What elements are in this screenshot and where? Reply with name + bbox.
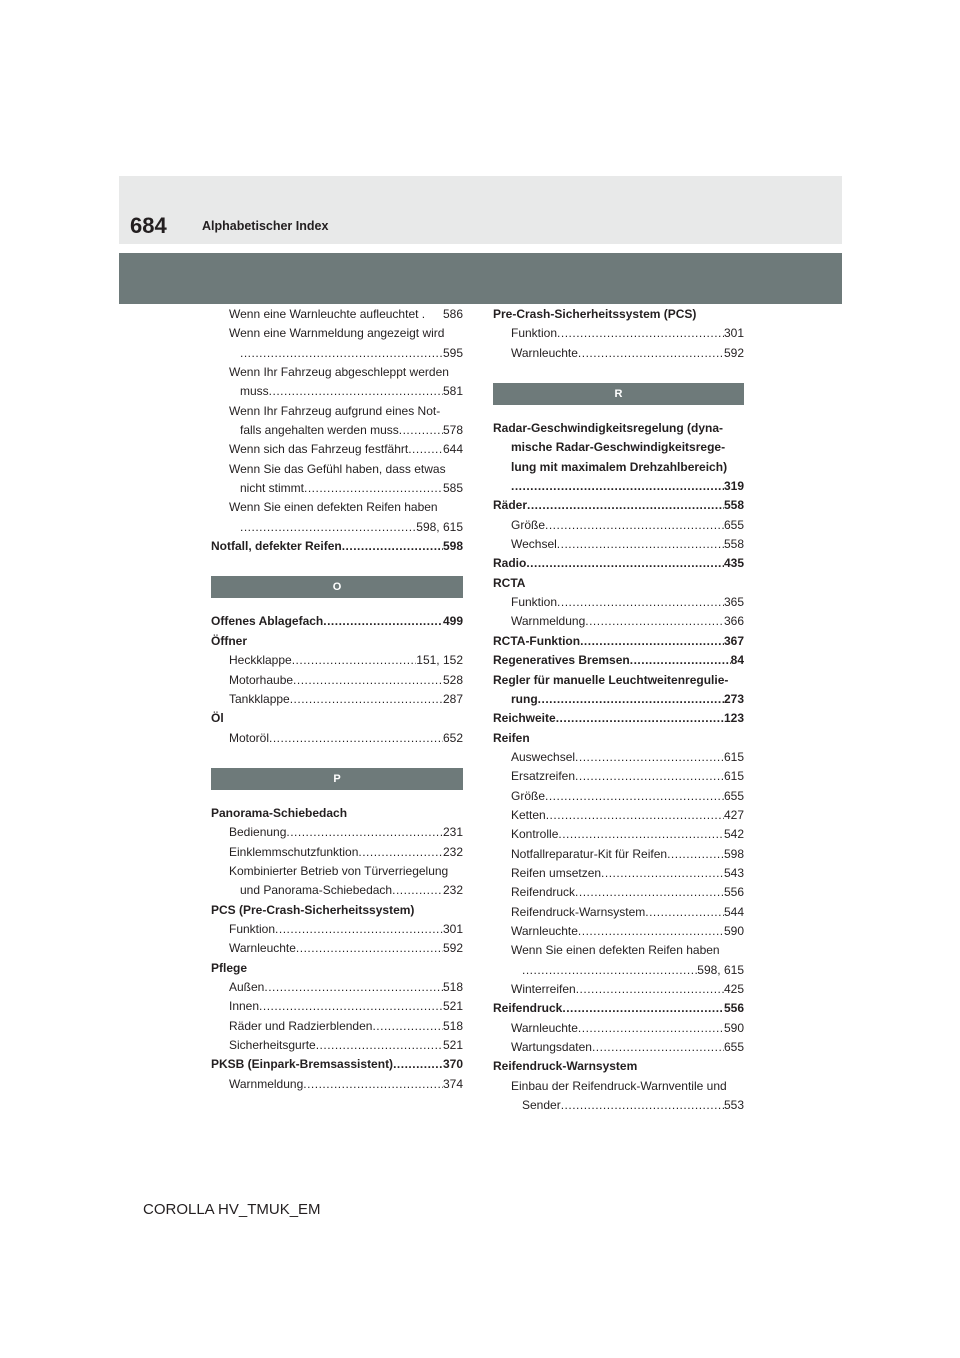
- entry-page-ref: 84: [730, 653, 744, 668]
- header-bar: [119, 253, 842, 304]
- dot-leader: [630, 651, 731, 670]
- entry-term: Innen: [229, 999, 260, 1014]
- entry-term: Öffner: [211, 633, 247, 648]
- index-entry: [211, 440, 463, 459]
- entry-page-ref: 301: [723, 326, 744, 341]
- index-entry: [211, 537, 463, 556]
- dot-leader: [557, 324, 724, 343]
- entry-page-ref: 232: [442, 844, 463, 859]
- dot-leader: [585, 612, 724, 631]
- section-p-entries: [211, 804, 463, 1094]
- dot-leader: [546, 806, 724, 825]
- entry-page-ref: 231: [442, 825, 463, 840]
- entry-term: Tankklappe: [229, 691, 290, 706]
- entry-page-ref: 585: [442, 481, 463, 496]
- entry-term: Wenn Sie das Gefühl haben, dass etwas: [229, 461, 446, 476]
- entry-page-ref: 528: [442, 672, 463, 687]
- entry-page-ref: 590: [723, 923, 744, 938]
- index-entry: [493, 864, 744, 883]
- index-entry: [211, 402, 463, 421]
- index-entry: [493, 767, 744, 786]
- entry-term: Heckklappe: [229, 653, 292, 668]
- entry-page-ref: 370: [442, 1057, 463, 1072]
- entry-page-ref: 499: [442, 614, 463, 629]
- index-entry: [211, 978, 463, 997]
- entry-page-ref: 652: [442, 730, 463, 745]
- index-entry: [493, 496, 744, 515]
- dot-leader: [293, 671, 443, 690]
- entry-page-ref: 595: [442, 345, 463, 360]
- entry-term: Winterreifen: [511, 982, 576, 996]
- index-entry: [211, 881, 463, 900]
- index-entry: [211, 997, 463, 1016]
- entry-page-ref: 374: [442, 1076, 463, 1091]
- entry-term: Wartungsdaten: [511, 1040, 592, 1055]
- entry-term: Radar-Geschwindigkeitsregelung (dyna-: [493, 421, 724, 436]
- entry-term: Reichweite: [493, 711, 556, 726]
- entry-term: Einbau der Reifendruck-Warnventile und: [511, 1078, 727, 1093]
- index-entry: [211, 901, 463, 920]
- entry-page-ref: 518: [442, 1018, 463, 1033]
- entry-term: Öl: [211, 711, 224, 726]
- entry-term: Warnmeldung: [511, 614, 586, 629]
- entry-term: Offenes Ablagefach: [211, 614, 324, 629]
- entry-term: Warnleuchte: [229, 941, 296, 956]
- entry-page-ref: 592: [442, 941, 463, 956]
- entry-term: Sicherheitsgurte: [229, 1038, 316, 1052]
- index-entry: [211, 305, 463, 324]
- entry-term: Motoröl: [229, 730, 270, 745]
- entry-page-ref: 518: [442, 979, 463, 994]
- entry-page-ref: 615: [723, 769, 744, 784]
- dot-leader: [556, 709, 724, 728]
- index-entry: [211, 804, 463, 823]
- index-entry: [211, 460, 463, 479]
- index-entry: [493, 941, 744, 960]
- dot-leader: [545, 516, 724, 535]
- index-entry: [211, 1036, 463, 1055]
- dot-leader: [275, 920, 443, 939]
- entry-term: Reifendruck-Warnsystem: [511, 904, 646, 919]
- dot-leader: [522, 961, 697, 980]
- index-entry: [493, 980, 744, 999]
- index-entry: [493, 324, 744, 343]
- entry-page-ref: 319: [723, 479, 744, 494]
- entry-term: Pre-Crash-Sicherheitssystem (PCS): [493, 307, 697, 321]
- index-entry: [211, 690, 463, 709]
- entry-term: Reifendruck-Warnsystem: [493, 1059, 638, 1074]
- dot-leader: [264, 978, 443, 997]
- index-entry: [211, 862, 463, 881]
- entry-term: Kombinierter Betrieb von Türverriegelung: [229, 863, 449, 878]
- left-top-entries: [211, 305, 463, 556]
- entry-term: RCTA-Funktion: [493, 633, 581, 648]
- entry-term: Funktion: [229, 921, 276, 936]
- entry-term: Notfall, defekter Reifen: [211, 539, 342, 554]
- dot-leader: [667, 845, 724, 864]
- entry-term: Funktion: [511, 326, 558, 341]
- index-entry: [493, 535, 744, 554]
- index-entry: [211, 324, 463, 343]
- index-entry: [493, 438, 744, 457]
- entry-term: Regeneratives Bremsen: [493, 653, 630, 668]
- entry-page-ref: 655: [723, 517, 744, 532]
- index-entry: [211, 709, 463, 728]
- dot-leader: [575, 748, 724, 767]
- section-r-entries: [493, 419, 744, 1115]
- dot-leader: [269, 382, 443, 401]
- index-entry: [211, 651, 463, 670]
- index-entry: [493, 344, 744, 363]
- entry-term: mische Radar-Geschwindigkeitsrege-: [511, 440, 726, 455]
- dot-leader: [576, 980, 724, 999]
- index-entry: [211, 939, 463, 958]
- dot-leader: [557, 535, 724, 554]
- index-entry: [211, 498, 463, 517]
- dot-leader: [292, 651, 417, 670]
- index-entry: [211, 612, 463, 631]
- entry-page-ref: 644: [442, 442, 463, 457]
- index-entry: [493, 593, 744, 612]
- index-entry: [493, 1077, 744, 1096]
- right-top-entries: [493, 305, 744, 363]
- index-entry: [493, 305, 744, 324]
- index-entry: [493, 806, 744, 825]
- entry-term: muss: [240, 384, 269, 399]
- index-entry: [493, 1057, 744, 1076]
- dot-leader: [303, 1075, 443, 1094]
- dot-leader: [558, 825, 724, 844]
- dot-leader: [511, 477, 724, 496]
- entry-page-ref: 273: [723, 691, 744, 706]
- index-entry: [211, 479, 463, 498]
- entry-term: Regler für manuelle Leuchtweitenregulie-: [493, 672, 729, 687]
- dot-leader: [592, 1038, 724, 1057]
- entry-term: Einklemmschutzfunktion: [229, 844, 359, 859]
- dot-leader: [575, 883, 724, 902]
- entry-term: Kontrolle: [511, 827, 559, 842]
- entry-page-ref: 544: [723, 904, 744, 919]
- index-entry: [493, 477, 744, 496]
- dot-leader: [392, 881, 443, 900]
- index-entry: [211, 823, 463, 842]
- index-entry: [493, 825, 744, 844]
- index-entry: [211, 1017, 463, 1036]
- dot-leader: [557, 593, 724, 612]
- dot-leader: [601, 864, 724, 883]
- index-entry: [493, 845, 744, 864]
- index-entry: [493, 748, 744, 767]
- entry-page-ref: 425: [723, 982, 744, 996]
- index-entry: [211, 1075, 463, 1094]
- index-entry: [493, 419, 744, 438]
- entry-term: Bedienung: [229, 825, 287, 840]
- index-entry: [493, 1038, 744, 1057]
- entry-term: Warnmeldung: [229, 1076, 304, 1091]
- entry-page-ref: 366: [723, 614, 744, 629]
- entry-page-ref: 578: [442, 423, 463, 438]
- index-entry: [493, 671, 744, 690]
- index-entry: [211, 363, 463, 382]
- entry-term: Reifendruck: [493, 1001, 563, 1016]
- entry-page-ref: 592: [723, 345, 744, 360]
- index-entry: [493, 961, 744, 980]
- entry-term: und Panorama-Schiebedach: [240, 883, 393, 898]
- index-entry: [211, 843, 463, 862]
- dot-leader: [358, 843, 443, 862]
- entry-term: Räder: [493, 498, 528, 513]
- index-entry: [493, 787, 744, 806]
- dot-leader: [545, 787, 724, 806]
- header-band: [119, 176, 842, 244]
- entry-term: Ersatzreifen: [511, 769, 576, 784]
- index-entry: [493, 516, 744, 535]
- index-column-left: [211, 305, 463, 1094]
- index-entry: [211, 382, 463, 401]
- entry-page-ref: 598: [723, 846, 744, 861]
- entry-term: Wenn Sie einen defekten Reifen haben: [229, 500, 438, 515]
- entry-page-ref: 232: [442, 883, 463, 898]
- index-entry: [211, 920, 463, 939]
- index-entry: [493, 651, 744, 670]
- entry-page-ref: 427: [723, 807, 744, 822]
- index-entry: [493, 1096, 744, 1115]
- entry-page-ref: 586: [442, 307, 463, 321]
- entry-term: Wenn Sie einen defekten Reifen haben: [511, 943, 720, 958]
- entry-page-ref: 521: [442, 1038, 463, 1052]
- index-entry: [211, 729, 463, 748]
- entry-term: Warnleuchte: [511, 1020, 578, 1035]
- entry-page-ref: 615: [723, 749, 744, 764]
- entry-page-ref: 123: [723, 711, 744, 726]
- index-entry: [211, 421, 463, 440]
- entry-page-ref: 553: [723, 1098, 744, 1113]
- entry-page-ref: 542: [723, 827, 744, 842]
- dot-leader: [269, 729, 443, 748]
- footer-model-code: COROLLA HV_TMUK_EM: [143, 1201, 321, 1218]
- dot-leader: [240, 518, 416, 537]
- section-letter-r: R: [493, 383, 744, 405]
- dot-leader: [562, 999, 724, 1018]
- dot-leader: [323, 612, 443, 631]
- index-entry: [493, 922, 744, 941]
- dot-leader: [578, 1019, 724, 1038]
- dot-leader: [578, 344, 724, 363]
- entry-term: rung: [511, 691, 538, 706]
- entry-term: PCS (Pre-Crash-Sicherheitssystem): [211, 902, 415, 917]
- dot-leader: [645, 903, 724, 922]
- entry-page-ref: 556: [723, 1001, 744, 1016]
- entry-page-ref: 151, 152: [416, 653, 463, 668]
- entry-term: Wechsel: [511, 537, 557, 552]
- entry-term: Sender: [522, 1098, 561, 1113]
- index-entry: [493, 458, 744, 477]
- entry-page-ref: 598, 615: [416, 519, 463, 534]
- page-number: 684: [130, 213, 167, 238]
- index-entry: [493, 729, 744, 748]
- entry-term: Pflege: [211, 960, 248, 975]
- entry-page-ref: 556: [723, 885, 744, 900]
- dot-leader: [575, 767, 724, 786]
- entry-term: Wenn eine Warnleuchte aufleuchtet .: [229, 307, 426, 321]
- entry-page-ref: 598, 615: [697, 962, 744, 977]
- index-entry: [211, 959, 463, 978]
- index-entry: [211, 518, 463, 537]
- entry-term: Außen: [229, 979, 265, 994]
- dot-leader: [527, 496, 724, 515]
- entry-term: PKSB (Einpark-Bremsassistent): [211, 1057, 394, 1072]
- entry-term: Räder und Radzierblenden: [229, 1018, 373, 1033]
- index-entry: [493, 999, 744, 1018]
- entry-term: Motorhaube: [229, 672, 294, 687]
- entry-page-ref: 521: [442, 999, 463, 1014]
- dot-leader: [399, 421, 443, 440]
- entry-page-ref: 365: [723, 595, 744, 610]
- dot-leader: [408, 440, 443, 459]
- entry-page-ref: 590: [723, 1020, 744, 1035]
- section-letter-p: P: [211, 768, 463, 790]
- index-entry: [493, 883, 744, 902]
- index-column-right: [493, 305, 744, 1115]
- dot-leader: [304, 479, 443, 498]
- index-entry: [493, 1019, 744, 1038]
- entry-page-ref: 287: [442, 691, 463, 706]
- dot-leader: [561, 1096, 724, 1115]
- index-entry: [211, 1055, 463, 1074]
- dot-leader: [342, 537, 443, 556]
- index-entry: [493, 554, 744, 573]
- entry-term: Wenn Ihr Fahrzeug abgeschleppt werden: [229, 365, 449, 380]
- dot-leader: [580, 632, 724, 651]
- index-entry: [493, 690, 744, 709]
- entry-term: lung mit maximalem Drehzahlbereich): [511, 459, 728, 474]
- index-entry: [493, 612, 744, 631]
- entry-term: Reifendruck: [511, 885, 576, 900]
- dot-leader: [290, 690, 443, 709]
- entry-page-ref: 581: [442, 384, 463, 399]
- index-entry: [211, 344, 463, 363]
- index-entry: [211, 671, 463, 690]
- index-entry: [211, 632, 463, 651]
- index-entry: [493, 709, 744, 728]
- section-o-entries: [211, 612, 463, 747]
- entry-term: falls angehalten werden muss: [240, 423, 399, 438]
- entry-term: Auswechsel: [511, 749, 576, 764]
- entry-term: Größe: [511, 517, 546, 532]
- entry-page-ref: 558: [723, 498, 744, 513]
- dot-leader: [372, 1017, 443, 1036]
- entry-term: Notfallreparatur-Kit für Reifen: [511, 846, 668, 861]
- page-title: Alphabetischer Index: [202, 219, 329, 233]
- entry-page-ref: 558: [723, 537, 744, 552]
- dot-leader: [526, 554, 724, 573]
- entry-page-ref: 598: [442, 539, 463, 554]
- entry-term: Radio: [493, 556, 527, 571]
- entry-term: Reifen: [493, 730, 530, 745]
- section-letter-o: O: [211, 576, 463, 598]
- dot-leader: [240, 344, 443, 363]
- entry-term: Wenn sich das Fahrzeug festfährt: [229, 442, 409, 457]
- dot-leader: [296, 939, 443, 958]
- entry-page-ref: 655: [723, 788, 744, 803]
- dot-leader: [316, 1036, 443, 1055]
- entry-term: Reifen umsetzen: [511, 865, 602, 880]
- entry-term: Ketten: [511, 807, 546, 822]
- entry-page-ref: 367: [723, 633, 744, 648]
- entry-term: Wenn Ihr Fahrzeug aufgrund eines Not-: [229, 403, 441, 418]
- index-entry: [493, 632, 744, 651]
- entry-term: Warnleuchte: [511, 923, 578, 938]
- entry-term: Panorama-Schiebedach: [211, 805, 348, 820]
- entry-term: Größe: [511, 788, 546, 803]
- index-entry: [493, 574, 744, 593]
- entry-page-ref: 655: [723, 1040, 744, 1055]
- entry-term: Warnleuchte: [511, 345, 578, 360]
- index-entry: [493, 903, 744, 922]
- entry-page-ref: 543: [723, 865, 744, 880]
- entry-page-ref: 435: [723, 556, 744, 571]
- entry-term: Funktion: [511, 595, 558, 610]
- entry-term: RCTA: [493, 575, 526, 590]
- entry-term: Wenn eine Warnmeldung angezeigt wird: [229, 326, 445, 341]
- dot-leader: [259, 997, 443, 1016]
- dot-leader: [286, 823, 443, 842]
- dot-leader: [538, 690, 724, 709]
- dot-leader: [393, 1055, 443, 1074]
- dot-leader: [578, 922, 724, 941]
- entry-term: nicht stimmt: [240, 481, 305, 496]
- entry-page-ref: 301: [442, 921, 463, 936]
